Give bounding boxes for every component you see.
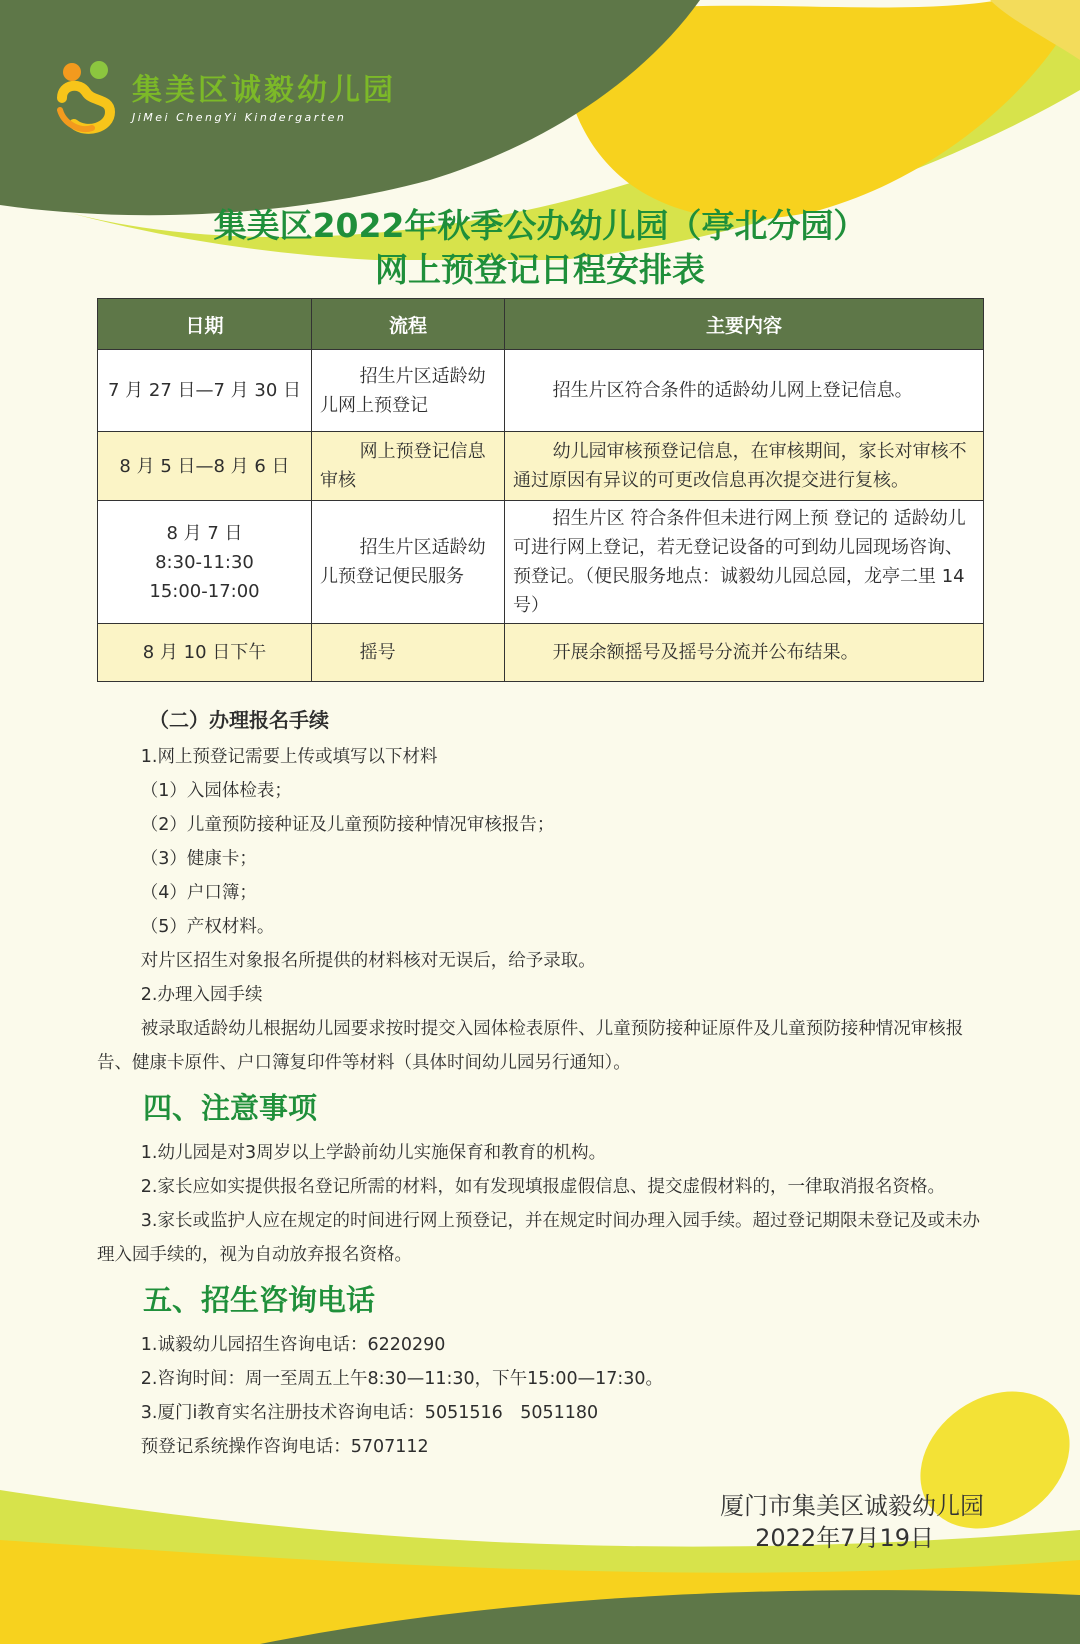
table-row — [98, 501, 984, 624]
signature-block — [720, 1490, 984, 1554]
contact-item: 3.厦门i教育实名注册技术咨询电话：5051516 5051180 — [140, 1403, 599, 1423]
row-date: 8 月 5 日—8 月 6 日 — [98, 432, 312, 501]
header-content: 主要内容 — [505, 299, 984, 350]
section-2-paragraph: 被录取适龄幼儿根据幼儿园要求按时提交入园体检表原件、儿童预防接种证原件及儿童预防接种情况审核报告、健康卡原件、户口簿复印件等材料（具体时间幼儿园另行通知）。 — [97, 1019, 964, 1073]
row-content: 开展余额摇号及摇号分流并公布结果。 — [505, 624, 984, 682]
row-content: 招生片区符合条件的适龄幼儿网上登记信息。 — [505, 350, 984, 432]
section-2-paragraph: 1.网上预登记需要上传或填写以下材料 — [140, 747, 438, 767]
materials-list-item: （5）产权材料。 — [140, 917, 275, 937]
contact-item: 预登记系统操作咨询电话：5707112 — [140, 1437, 429, 1457]
schedule-table — [97, 298, 984, 682]
title-line-1: 集美区2022年秋季公办幼儿园（亭北分园） — [213, 206, 867, 245]
row-date: 8 月 10 日下午 — [98, 624, 312, 682]
signature-organization: 厦门市集美区诚毅幼儿园 — [720, 1492, 984, 1520]
section-2-paragraph: 对片区招生对象报名所提供的材料核对无误后，给予录取。 — [140, 951, 596, 971]
table-row — [98, 624, 984, 682]
header-date: 日期 — [98, 299, 312, 350]
document-body — [97, 700, 985, 1464]
contact-item: 2.咨询时间：周一至周五上午8:30—11:30，下午15:00—17:30。 — [140, 1369, 664, 1389]
notice-item: 2.家长应如实提供报名登记所需的材料，如有发现填报虚假信息、提交虚假材料的，一律取消报名资格。 — [140, 1177, 945, 1197]
row-flow: 网上预登记信息审核 — [312, 432, 505, 501]
materials-list-item: （1）入园体检表； — [140, 781, 292, 801]
row-date-afternoon: 15:00-17:00 — [149, 580, 260, 602]
title-line-2: 网上预登记日程安排表 — [375, 250, 705, 289]
table-row — [98, 432, 984, 501]
row-date-morning: 8:30-11:30 — [155, 551, 254, 573]
logo-english-name: JiMei ChengYi Kindergarten — [132, 110, 347, 124]
table-header-row — [98, 299, 984, 350]
notice-item: 3.家长或监护人应在规定的时间进行网上预登记，并在规定时间办理入园手续。超过登记期限未登记及或未办理入园手续的，视为自动放弃报名资格。 — [97, 1211, 980, 1265]
row-date-multiline — [98, 501, 312, 624]
row-date: 7 月 27 日—7 月 30 日 — [98, 350, 312, 432]
page-title — [0, 204, 1080, 292]
contact-item: 1.诚毅幼儿园招生咨询电话：6220290 — [140, 1335, 446, 1355]
materials-list-item: （2）儿童预防接种证及儿童预防接种情况审核报告； — [140, 815, 555, 835]
row-date-day: 8 月 7 日 — [166, 522, 243, 544]
table-row — [98, 350, 984, 432]
section-2-heading: （二）办理报名手续 — [149, 708, 329, 732]
section-5-heading: 五、招生咨询电话 — [143, 1283, 376, 1317]
row-flow: 招生片区适龄幼儿网上预登记 — [312, 350, 505, 432]
row-content: 招生片区 符合条件但未进行网上预 登记的 适龄幼儿可进行网上登记，若无登记设备的可到幼儿园现场咨询、预登记。（便民服务地点：诚毅幼儿园总园，龙亭二里 14 号） — [505, 501, 984, 624]
row-flow: 摇号 — [312, 624, 505, 682]
row-flow: 招生片区适龄幼儿预登记便民服务 — [312, 501, 505, 624]
logo-icon — [52, 58, 122, 138]
notice-item: 1.幼儿园是对3周岁以上学龄前幼儿实施保育和教育的机构。 — [140, 1143, 607, 1163]
header-flow: 流程 — [312, 299, 505, 350]
row-content: 幼儿园审核预登记信息，在审核期间，家长对审核不通过原因有异议的可更改信息再次提交进行复核。 — [505, 432, 984, 501]
logo-chinese-name: 集美区诚毅幼儿园 — [132, 72, 396, 108]
materials-list-item: （4）户口簿； — [140, 883, 257, 903]
section-2-paragraph: 2.办理入园手续 — [140, 985, 263, 1005]
section-4-heading: 四、注意事项 — [143, 1091, 318, 1125]
kindergarten-logo — [52, 58, 396, 138]
signature-date: 2022年7月19日 — [755, 1524, 934, 1552]
materials-list-item: （3）健康卡； — [140, 849, 257, 869]
